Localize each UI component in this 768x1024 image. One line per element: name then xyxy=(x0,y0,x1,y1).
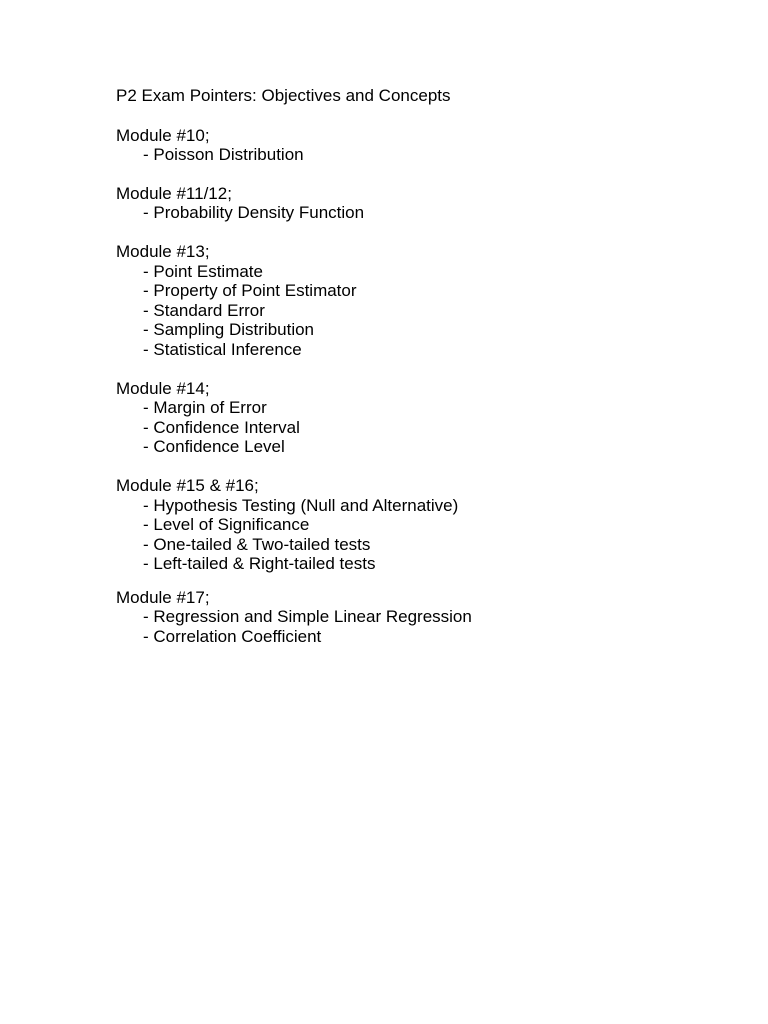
topic-item: - Correlation Coefficient xyxy=(143,627,322,647)
topic-item: - Left-tailed & Right-tailed tests xyxy=(143,554,376,574)
topic-list xyxy=(116,203,736,223)
module-heading: Module #14; xyxy=(116,378,210,398)
topic-list xyxy=(116,496,736,574)
topic-item: - Confidence Level xyxy=(143,437,285,457)
topic-item: - Hypothesis Testing (Null and Alternative) xyxy=(143,495,459,515)
module-17-section xyxy=(116,588,736,647)
topic-item: - Probability Density Function xyxy=(143,203,365,223)
topic-item: - Margin of Error xyxy=(143,398,267,418)
module-13-section xyxy=(116,242,736,360)
module-heading: Module #10; xyxy=(116,125,210,145)
topic-item: - Statistical Inference xyxy=(143,339,302,359)
module-10-section xyxy=(116,126,736,165)
module-14-section xyxy=(116,379,736,457)
module-heading: Module #11/12; xyxy=(116,183,232,203)
topic-item: - Regression and Simple Linear Regression xyxy=(143,607,472,627)
topic-item: - Level of Significance xyxy=(143,515,310,535)
module-heading: Module #17; xyxy=(116,587,210,607)
topic-list xyxy=(116,607,736,646)
topic-item: - Standard Error xyxy=(143,300,265,320)
topic-item: - One-tailed & Two-tailed tests xyxy=(143,534,371,554)
topic-item: - Confidence Interval xyxy=(143,417,300,437)
module-15-16-section xyxy=(116,476,736,574)
topic-list xyxy=(116,398,736,457)
document-page xyxy=(116,86,736,666)
topic-item: - Point Estimate xyxy=(143,261,263,281)
topic-item: - Sampling Distribution xyxy=(143,320,315,340)
module-11-12-section xyxy=(116,184,736,223)
module-heading: Module #15 & #16; xyxy=(116,475,259,495)
topic-item: - Property of Point Estimator xyxy=(143,281,357,301)
document-title: P2 Exam Pointers: Objectives and Concepts xyxy=(116,86,451,105)
topic-item: - Poisson Distribution xyxy=(143,145,304,165)
module-heading: Module #13; xyxy=(116,241,210,261)
topic-list xyxy=(116,145,736,165)
topic-list xyxy=(116,262,736,360)
